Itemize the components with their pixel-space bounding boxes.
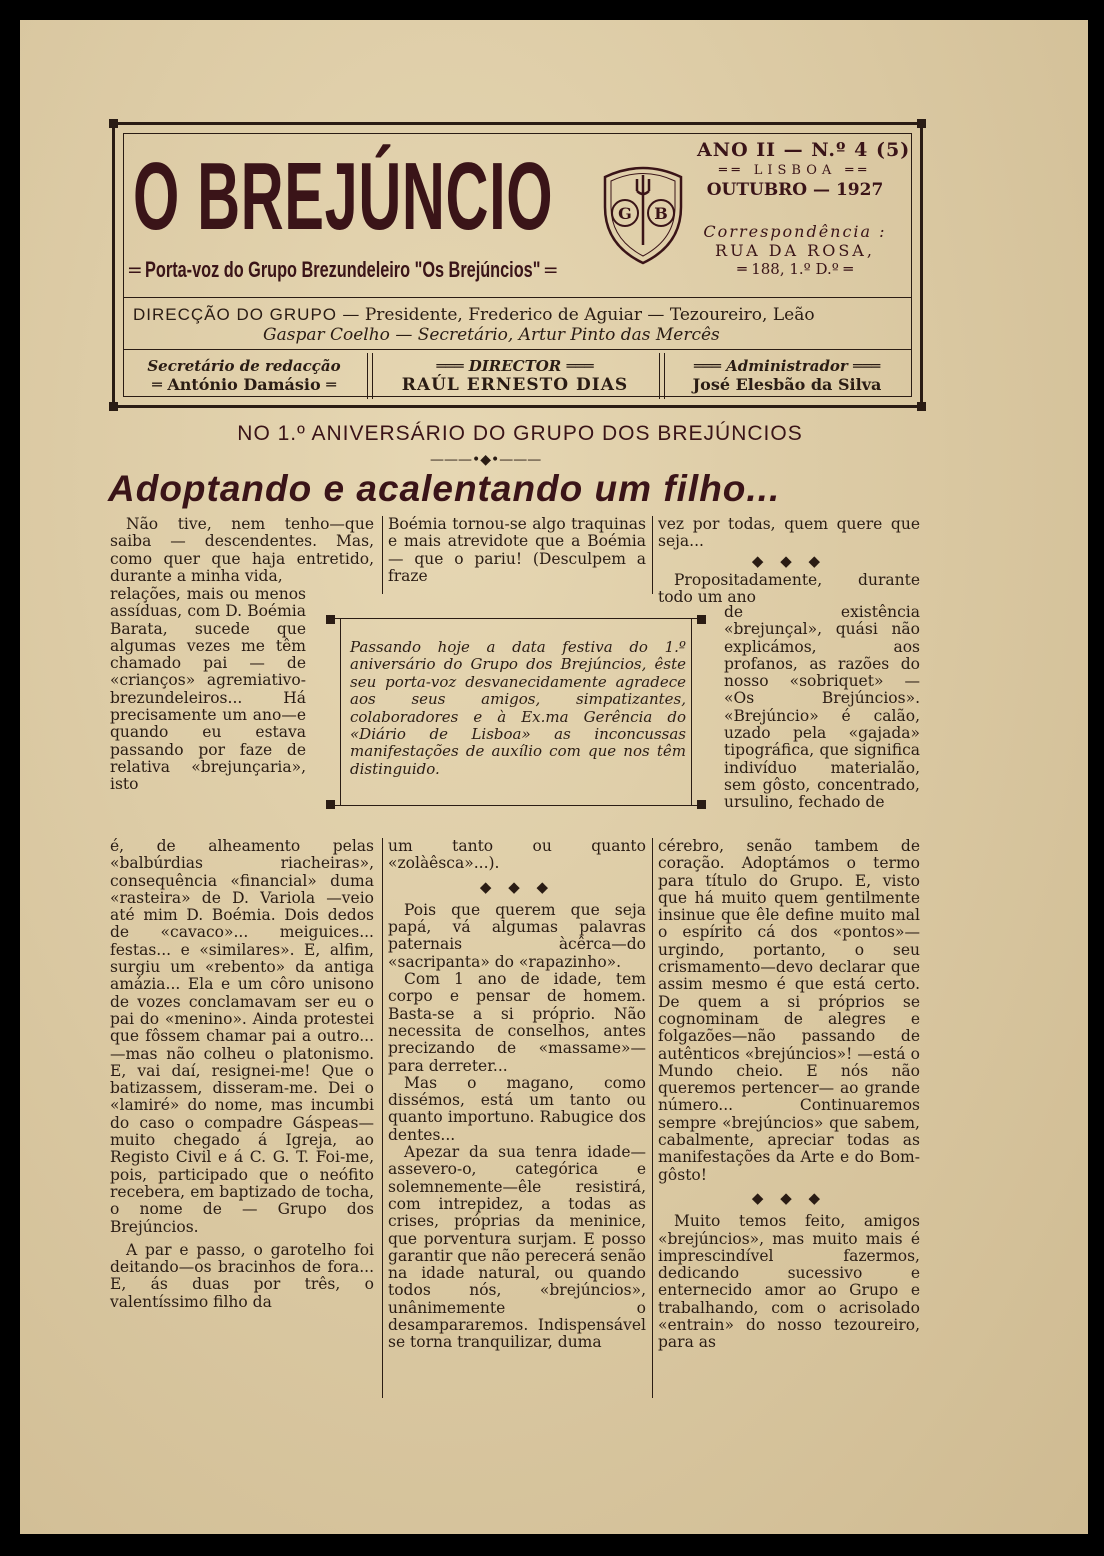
issue-info — [697, 133, 911, 278]
ornament-divider: ———•◆•——— — [430, 452, 542, 468]
column-1-narrow — [110, 586, 306, 794]
column-3-top — [658, 516, 920, 606]
staff-administrator — [671, 357, 903, 394]
paragraph: vez por todas, quem quere que seja... — [658, 515, 920, 551]
box-border — [691, 619, 692, 805]
corner-ornament — [109, 119, 118, 128]
paragraph: Boémia tornou-se algo traquinas e mais atrevidote que a Boémia — que o pariu! (Desculpem a fraze — [388, 515, 646, 585]
corner-ornament — [697, 615, 706, 624]
column-divider — [659, 353, 665, 399]
article-kicker: NO 1.º ANIVERSÁRIO DO GRUPO DOS BREJÚNCIOS — [237, 422, 803, 445]
issue-number: ANO II — N.º 4 (5) — [697, 139, 911, 161]
paragraph: Apezar da sua tenra idade—assevero-o, categórica e solemnemente—êle resistirá, com intrepidez, a todas as crises, próprias da meninice, que porventura surjam. E posso garantir que não perecerá senão na idade natural, ou quando todos nós, «brejúncios», unânimemente o desampararemos. Indispensável se torna tranquilizar, duma — [388, 1143, 646, 1352]
divider — [123, 349, 912, 350]
paragraph: de existência «brejunçal», quási não explicámos, aos profanos, as razões do nosso «sobriquet» — «Os Brejúncios». «Brejúncio» é calão, uzado pela «gajada» tipográfica, que significa indivíduo materialão, sem gôsto, concentrado, ursulino, fechado de — [724, 603, 920, 812]
column-1-top — [110, 516, 374, 585]
paragraph: Com 1 ano de idade, tem corpo e pensar de homem. Basta-se a si próprio. Não necessita de conselhos, antes precizando de «massame»—para derreter... — [388, 970, 646, 1075]
staff-secretary — [129, 357, 359, 394]
corner-ornament — [326, 615, 335, 624]
box-border — [340, 619, 341, 805]
staff-role: ═══ DIRECTOR ═══ — [436, 357, 594, 375]
column-divider — [367, 353, 373, 399]
column-3-bottom — [658, 838, 920, 1352]
direccao-label: DIRECÇÃO DO GRUPO — [133, 305, 338, 324]
staff-name: ═ António Damásio ═ — [152, 375, 336, 394]
corner-ornament — [697, 800, 706, 809]
direccao-line-1 — [133, 305, 815, 325]
correspondence-label: Correspondência : — [703, 222, 887, 241]
city-name: LISBOA — [753, 163, 837, 178]
address-number: ═ 188, 1.º D.º ═ — [737, 260, 853, 278]
paragraph: um tanto ou quanto «zolàêsca»...). — [388, 837, 646, 873]
paragraph: relações, mais ou menos assíduas, com D. Boémia Barata, sucede que algumas vezes me têm chamado pai — de «crianços» agremiativo-brezundeleiros... Há precisamente um ano—e quando eu estava passando por faze de relativa «brejunçaria», isto — [110, 585, 306, 794]
paragraph: cérebro, senão tambem de coração. Adoptámos o termo para título do Grupo. E, visto que há muito quem gentilmente insinue que êle define muito mal o espírito cá dos «pontos»—urgindo, portanto, o seu crismamento—devo declarar que assim mesmo é que está certo. De quem a si próprios se cognominam de alegres e folgazões—não passando de autênticos «brejúncios»! —está o Mundo cheio. E nós não queremos pertencer— ao grande número... Continuaremos sempre «brejúncios» que sabem, cabalmente, apreciar todas as manifestações da Arte e do Bom-gôsto! — [658, 837, 920, 1184]
paragraph: Muito temos feito, amigos «brejúncios», mas muito mais é imprescindível fazermos, dedicando sucessivo e enternecido amor ao Grupo e trabalhando, com o acrisolado «entrain» do nosso tezoureiro, para as — [658, 1212, 920, 1352]
paragraph: Não tive, nem tenho—que saiba — descendentes. Mas, como quer que haja entretido, durante a minha vida, — [110, 515, 374, 585]
corner-ornament — [917, 119, 926, 128]
column-rule — [652, 516, 653, 594]
issue-date: OUTUBRO — 1927 — [706, 180, 884, 200]
corner-ornament — [917, 402, 926, 411]
paragraph: A par e passo, o garotelho foi deitando—os bracinhos de fora... E, ás duas por três, o valentíssimo filho da — [110, 1240, 374, 1311]
column-3-narrow — [724, 604, 920, 812]
corner-ornament — [326, 800, 335, 809]
staff-role: ═══ Administrador ═══ — [693, 357, 881, 375]
star-separator: ◆ ◆ ◆ — [751, 551, 827, 570]
star-separator: ◆ ◆ ◆ — [479, 877, 555, 896]
paragraph: é, de alheamento pelas «balbúrdias riacheiras», consequência «financial» duma «rasteira» de D. Variola —veio até mim D. Boémia. Dois dedos de «cavaco»... meiguices... festas... e «similares». E, alfim, surgiu um «rebento» da antiga amázia... Ela e um côro unisono de vozes conclamavam ser eu o pai do «menino». Ainda protestei que fôssem chamar pai a outro...—mas não colheu o platonismo. E, vai daí, resignei-me! Que o batizassem, disseram-me. Dei o «lamiré» do nome, mas incumbi do caso o compadre Gáspeas—muito chegado á Igreja, ao Registo Civil e á C. G. T. Foi-me, pois, participado que o neófito recebera, em baptizado de tocha, o nome de — Grupo dos Brejúncios. — [110, 837, 374, 1236]
newspaper-title: O BREJÚNCIO — [133, 143, 554, 250]
star-separator: ◆ ◆ ◆ — [751, 1188, 827, 1207]
article-headline: Adoptando e acalentando um filho... — [108, 468, 781, 509]
column-2-top — [388, 516, 646, 585]
address-street: RUA DA ROSA, — [715, 241, 875, 260]
masthead — [112, 122, 923, 408]
staff-name: RAÚL ERNESTO DIAS — [401, 375, 629, 395]
thanks-notice-box — [330, 618, 702, 806]
column-1-bottom — [110, 838, 374, 1311]
city: ══ LISBOA ══ — [718, 163, 872, 178]
paragraph: Pois que querem que seja papá, vá algumas palavras paternais àcêrca—do «sacripanta» do «rapazinho». — [388, 900, 646, 971]
newspaper-subtitle: ═ Porta-voz do Grupo Brezundeleiro "Os Brejúncios" ═ — [129, 257, 557, 282]
divider — [123, 297, 912, 298]
staff-name: José Elesbão da Silva — [692, 375, 882, 394]
direccao-names-1: — Presidente, Frederico de Aguiar — Tezoureiro, Leão — [337, 305, 815, 325]
emblem-letter-g: G — [618, 204, 632, 223]
paragraph: Mas o magano, como dissémos, está um tanto ou quanto importuno. Rabugice dos dentes... — [388, 1073, 646, 1144]
staff-director — [379, 357, 651, 395]
column-rule — [652, 838, 653, 1398]
staff-role: Secretário de redacção — [147, 357, 341, 375]
column-rule — [382, 516, 383, 594]
group-emblem-icon — [597, 157, 689, 267]
corner-ornament — [109, 402, 118, 411]
paragraph: Propositadamente, durante todo um ano — [658, 570, 920, 607]
emblem-letter-b: B — [654, 204, 668, 223]
newspaper-page — [20, 20, 1088, 1534]
direccao-line-2: Gaspar Coelho — Secretário, Artur Pinto das Mercês — [263, 325, 720, 345]
thanks-notice-text: Passando hoje a data festiva do 1.º aniversário do Grupo dos Brejúncios, êste seu porta-voz desvanecidamente agradece aos seus amigos, simpatizantes, colaboradores e à Ex.ma Gerência do «Diário de Lisboa» as inconcussas manifestações de auxílio com que nos têm distinguido. — [350, 638, 686, 778]
column-2-bottom — [388, 838, 646, 1352]
column-rule — [382, 838, 383, 1398]
